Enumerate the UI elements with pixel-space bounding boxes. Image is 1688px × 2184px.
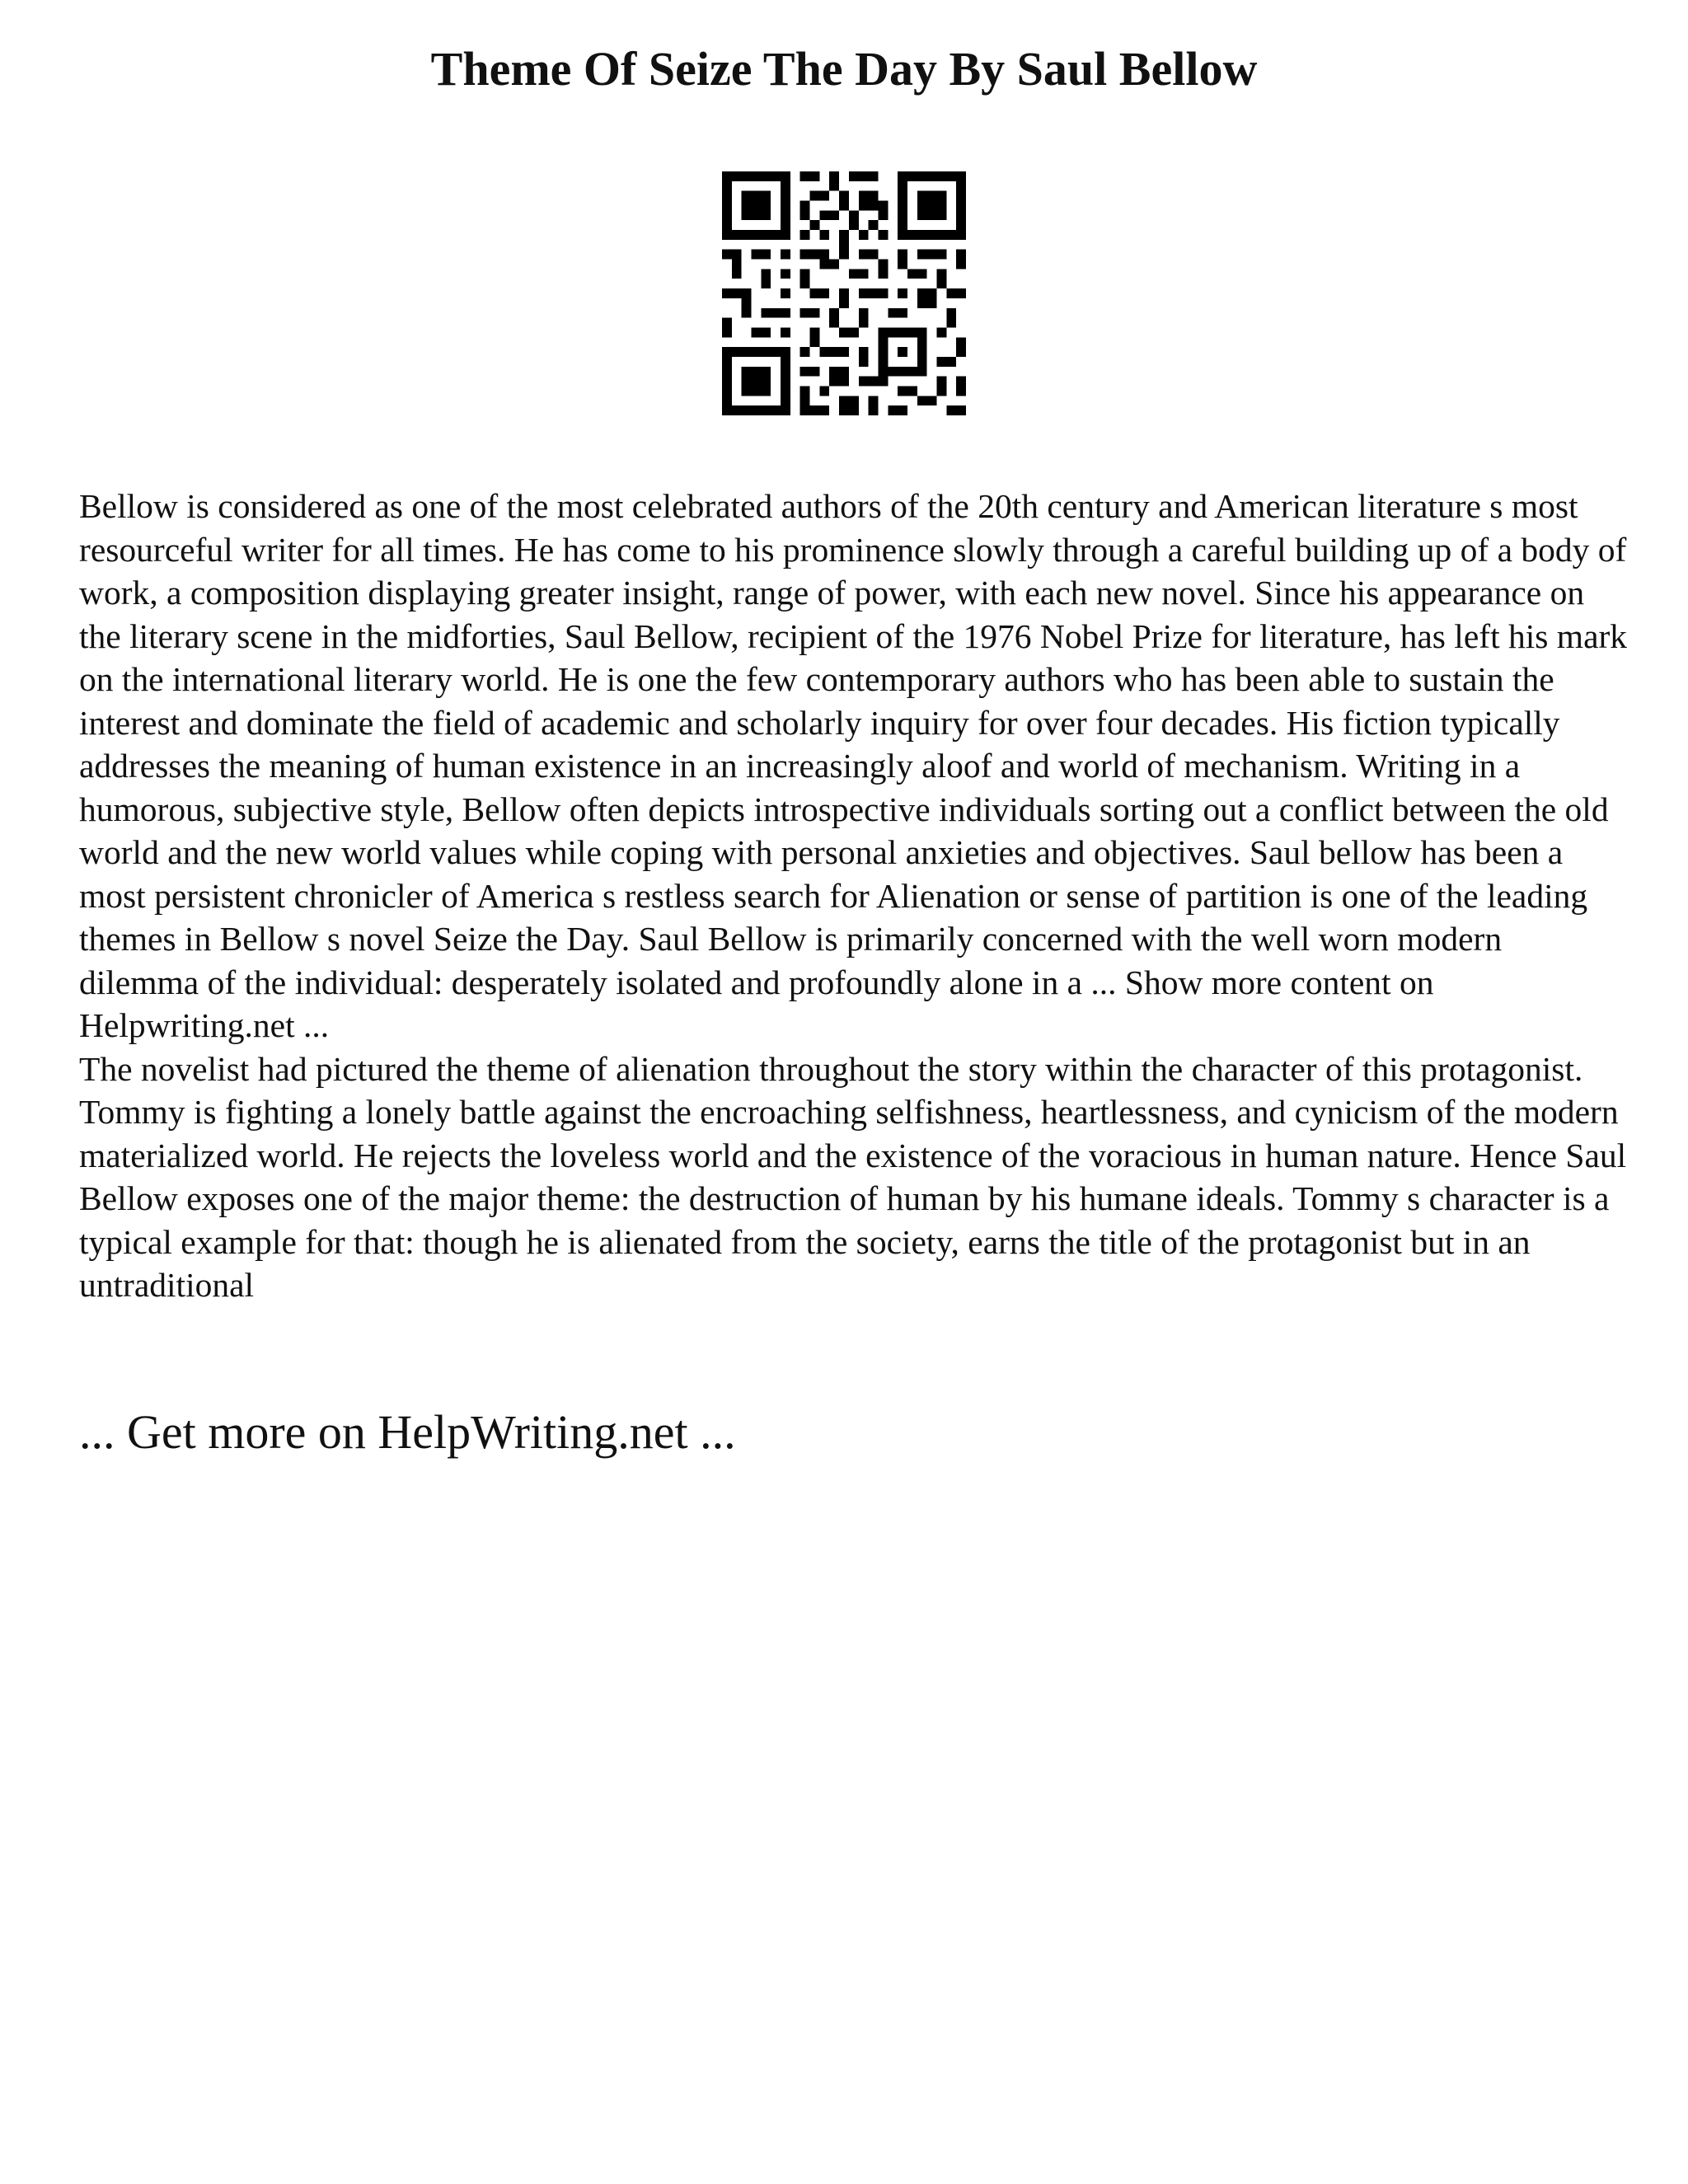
page-title: Theme Of Seize The Day By Saul Bellow xyxy=(430,42,1258,96)
paragraph-2: The novelist had pictured the theme of alienation throughout the story within the character of this protagonist. Tommy is fighting a lonely battle against the encroaching selfishness, heartlessness, and cynicism of the modern materialized world. He rejects the loveless world and the existence of the voracious in human nature. Hence Saul Bellow exposes one of the major theme: the destruction of human by his humane ideals. Tommy s character is a typical example for that: though he is alienated from the society, earns the title of the protagonist but in an untraditional xyxy=(79,1049,1627,1304)
paragraph-1: Bellow is considered as one of the most celebrated authors of the 20th century and American literature s most resourceful writer for all times. He has come to his prominence slowly through a careful building up of a body of work, a composition displaying greater insight, range of power, with each new novel. Since his appearance on the literary scene in the midforties, Saul Bellow, recipient of the 1976 Nobel Prize for literature, has left his mark on the international literary world. He is one the few contemporary authors who has been able to sustain the interest and dominate the field of academic and scholarly inquiry for over four decades. His fiction typically addresses the meaning of human existence in an increasingly aloof and world of mechanism. Writing in a humorous, subjective style, Bellow often depicts introspective individuals sorting out a conflict between the old world and the new world values while coping with personal anxieties and objectives. Saul bellow has been a most persistent chronicler of America s restless search for Alienation or sense of partition is one of the leading themes in Bellow s novel Seize the Day. Saul Bellow is primarily concerned with the well worn modern dilemma of the individual: desperately isolated and profoundly alone in a ... Show more content on Helpwriting.net ... xyxy=(79,487,1628,1044)
article-body xyxy=(79,485,1629,1307)
get-more-link[interactable]: ... Get more on HelpWriting.net ... xyxy=(79,1405,736,1459)
qr-code-icon xyxy=(722,171,966,415)
